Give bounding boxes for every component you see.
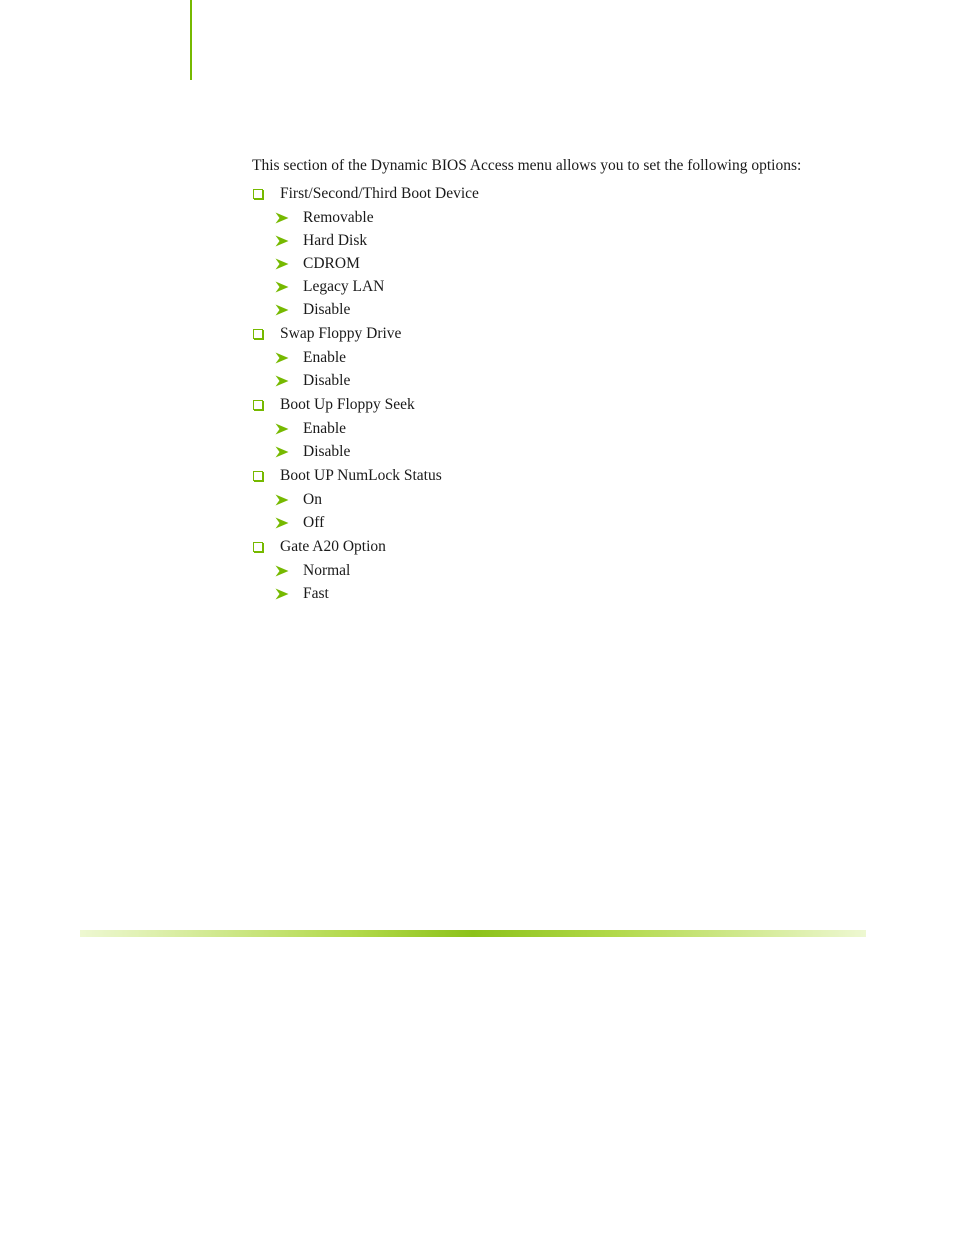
- option-value-item: [252, 298, 812, 321]
- option-value-list: [252, 206, 812, 321]
- arrowhead-bullet-icon: [275, 258, 289, 270]
- option-value-label: Hard Disk: [303, 231, 368, 249]
- option-value-label: Normal: [303, 561, 351, 579]
- option-item: [252, 182, 812, 321]
- option-item: [252, 464, 812, 534]
- square-bullet-icon: [253, 400, 263, 410]
- option-row: [252, 393, 812, 417]
- option-value-list: [252, 559, 812, 605]
- option-row: [252, 535, 812, 559]
- square-bullet-icon: [253, 189, 263, 199]
- option-value-item: [252, 488, 812, 511]
- bios-options-section: [252, 156, 812, 606]
- option-row: [252, 464, 812, 488]
- option-value-label: Off: [303, 513, 325, 531]
- option-value-item: [252, 369, 812, 392]
- option-value-item: [252, 417, 812, 440]
- option-value-item: [252, 582, 812, 605]
- option-label: Gate A20 Option: [280, 538, 386, 555]
- option-value-label: On: [303, 490, 322, 508]
- option-value-label: Fast: [303, 584, 329, 602]
- option-item: [252, 393, 812, 463]
- option-list: [252, 182, 812, 605]
- option-value-list: [252, 488, 812, 534]
- option-value-label: Disable: [303, 442, 351, 460]
- option-value-item: [252, 440, 812, 463]
- option-value-item: [252, 229, 812, 252]
- option-value-item: [252, 252, 812, 275]
- arrowhead-bullet-icon: [275, 235, 289, 247]
- option-label: Swap Floppy Drive: [280, 325, 402, 342]
- arrowhead-bullet-icon: [275, 212, 289, 224]
- option-value-label: Legacy LAN: [303, 277, 385, 295]
- option-value-label: Removable: [303, 208, 374, 226]
- option-value-label: CDROM: [303, 254, 360, 272]
- square-bullet-icon: [253, 329, 263, 339]
- intro-paragraph: This section of the Dynamic BIOS Access menu allows you to set the following options:: [252, 157, 802, 174]
- option-label: Boot Up Floppy Seek: [280, 396, 415, 413]
- option-value-item: [252, 275, 812, 298]
- arrowhead-bullet-icon: [275, 375, 289, 387]
- option-value-item: [252, 346, 812, 369]
- option-value-label: Disable: [303, 300, 351, 318]
- square-bullet-icon: [253, 542, 263, 552]
- arrowhead-bullet-icon: [275, 281, 289, 293]
- square-bullet-icon: [253, 471, 263, 481]
- option-value-item: [252, 206, 812, 229]
- arrowhead-bullet-icon: [275, 588, 289, 600]
- arrowhead-bullet-icon: [275, 352, 289, 364]
- arrowhead-bullet-icon: [275, 446, 289, 458]
- option-label: Boot UP NumLock Status: [280, 467, 442, 484]
- arrowhead-bullet-icon: [275, 494, 289, 506]
- option-item: [252, 535, 812, 605]
- footer-gradient-bar: [80, 930, 866, 937]
- arrowhead-bullet-icon: [275, 423, 289, 435]
- option-value-item: [252, 559, 812, 582]
- arrowhead-bullet-icon: [275, 565, 289, 577]
- option-value-list: [252, 417, 812, 463]
- option-item: [252, 322, 812, 392]
- option-value-list: [252, 346, 812, 392]
- option-value-item: [252, 511, 812, 534]
- option-value-label: Enable: [303, 419, 347, 437]
- option-row: [252, 182, 812, 206]
- option-label: First/Second/Third Boot Device: [280, 185, 479, 202]
- arrowhead-bullet-icon: [275, 517, 289, 529]
- option-row: [252, 322, 812, 346]
- option-value-label: Enable: [303, 348, 347, 366]
- option-value-label: Disable: [303, 371, 351, 389]
- header-accent-line: [190, 0, 192, 80]
- arrowhead-bullet-icon: [275, 304, 289, 316]
